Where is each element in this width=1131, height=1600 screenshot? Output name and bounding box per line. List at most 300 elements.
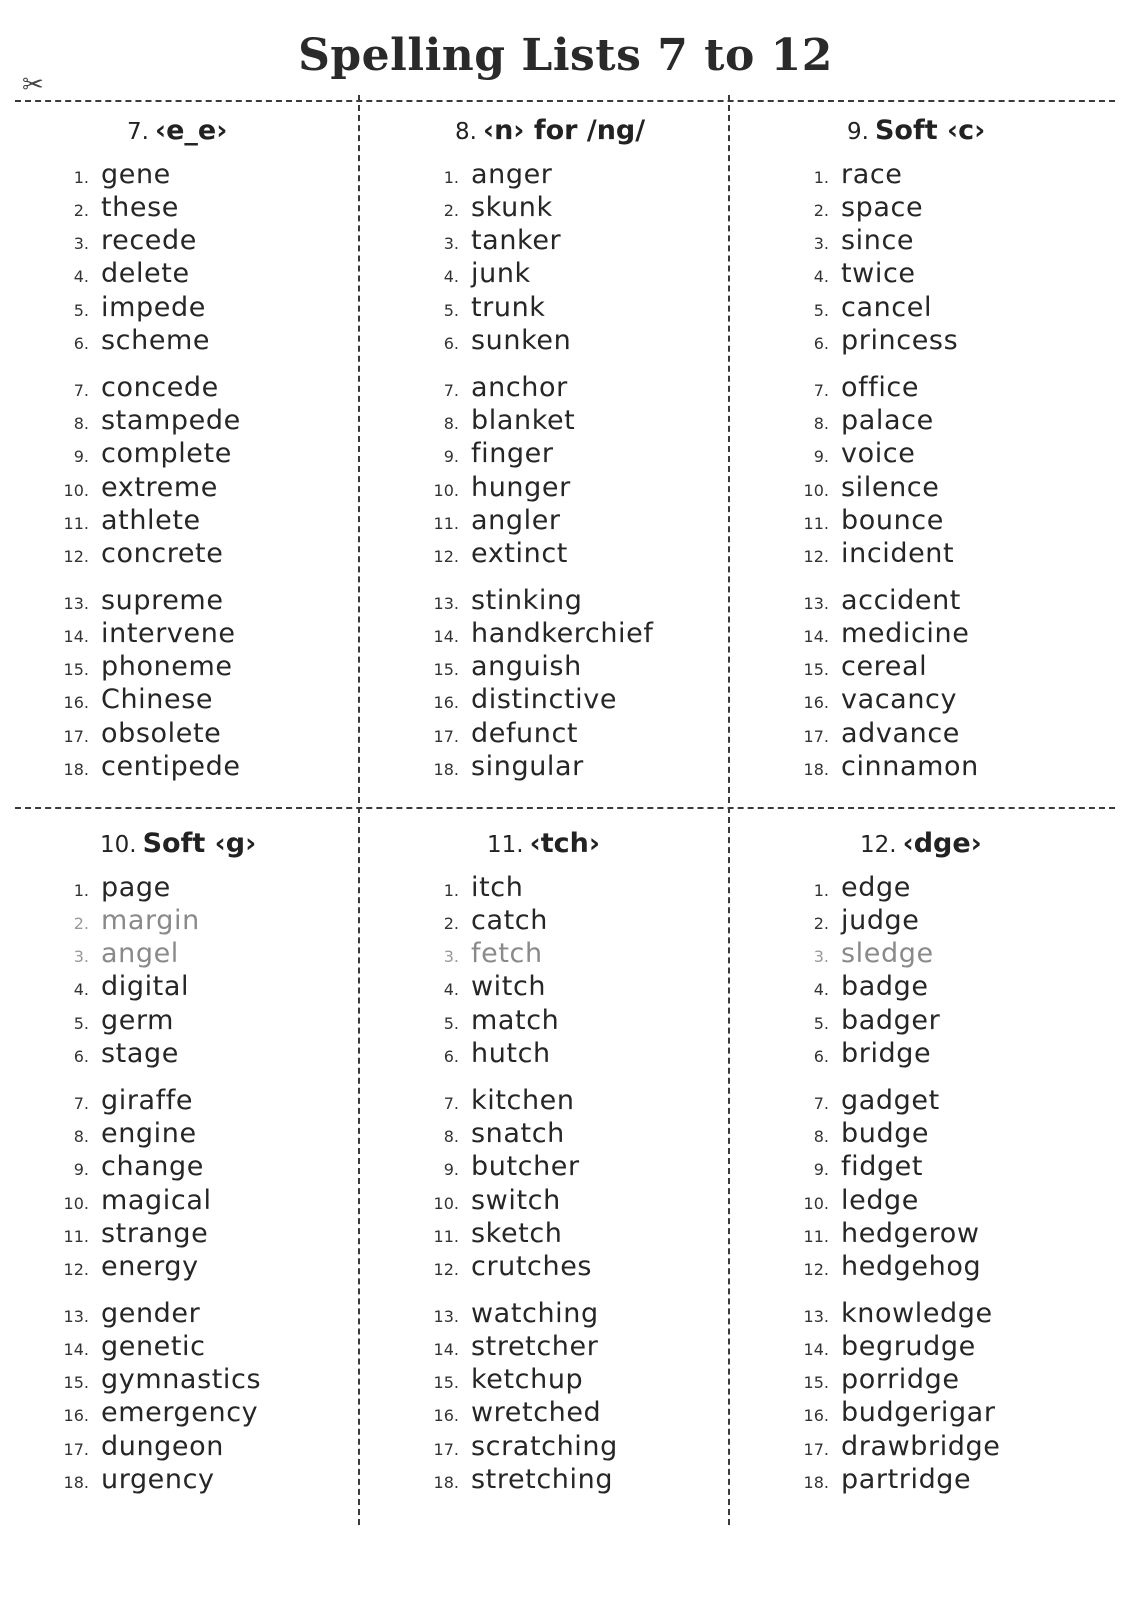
spelling-word: scratching: [471, 1431, 618, 1462]
item-number: 7.: [813, 1094, 829, 1113]
item-number: 2.: [813, 914, 829, 933]
list-item: [425, 1464, 613, 1497]
list-item: [425, 751, 584, 784]
list-item: [425, 1298, 599, 1331]
item-number: 14.: [803, 1340, 829, 1359]
spelling-word: badger: [841, 1005, 941, 1036]
item-number: 11.: [803, 1227, 829, 1246]
item-number: 1.: [73, 881, 89, 900]
list-heading: [860, 828, 982, 859]
item-number: 12.: [63, 1260, 89, 1279]
spelling-word: voice: [841, 438, 916, 469]
list-item: [795, 1298, 993, 1331]
list-name: ‹e_e›: [154, 115, 228, 146]
item-number: 12.: [433, 1260, 459, 1279]
cut-line-right: [728, 95, 730, 1525]
item-number: 10.: [63, 1194, 89, 1213]
list-item: [55, 618, 236, 651]
list-item: [795, 405, 934, 438]
spelling-word: hedgerow: [841, 1218, 980, 1249]
spelling-word: sketch: [471, 1218, 563, 1249]
list-item: [55, 1331, 206, 1364]
list-item: [795, 938, 934, 971]
list-item: [795, 292, 932, 325]
spelling-word: engine: [101, 1118, 197, 1149]
spelling-word: complete: [101, 438, 232, 469]
list-item: [55, 1397, 258, 1430]
list-item: [425, 405, 575, 438]
list-item: [795, 538, 954, 571]
list-item: [795, 1251, 981, 1284]
spelling-word: ketchup: [471, 1364, 584, 1395]
spelling-word: urgency: [101, 1464, 215, 1495]
spelling-word: concrete: [101, 538, 224, 569]
item-number: 10.: [63, 481, 89, 500]
list-item: [425, 1218, 563, 1251]
item-number: 14.: [63, 1340, 89, 1359]
spelling-list-1: [55, 115, 355, 805]
list-name: ‹n› for /ng/: [482, 115, 646, 146]
spelling-word: athlete: [101, 505, 201, 536]
list-item: [795, 1038, 931, 1071]
spelling-word: gymnastics: [101, 1364, 262, 1395]
spelling-word: germ: [101, 1005, 175, 1036]
list-item: [795, 1118, 929, 1151]
item-number: 16.: [433, 693, 459, 712]
spelling-word: anger: [471, 159, 553, 190]
item-number: 11.: [433, 514, 459, 533]
page-title: Spelling Lists 7 to 12: [298, 30, 833, 81]
list-item: [55, 505, 201, 538]
spelling-word: blanket: [471, 405, 576, 436]
spelling-word: match: [471, 1005, 560, 1036]
list-item: [795, 472, 939, 505]
list-item: [795, 585, 961, 618]
spelling-list-3: [795, 115, 1095, 805]
list-item: [55, 325, 210, 358]
item-number: 2.: [813, 201, 829, 220]
item-number: 10.: [803, 1194, 829, 1213]
list-item: [795, 225, 914, 258]
list-item: [425, 1431, 618, 1464]
item-number: 13.: [433, 1307, 459, 1326]
list-item: [795, 1464, 971, 1497]
spelling-word: margin: [101, 905, 200, 936]
list-item: [55, 1464, 215, 1497]
spelling-word: anchor: [471, 372, 568, 403]
list-heading: [847, 115, 985, 146]
item-number: 17.: [433, 727, 459, 746]
item-number: 17.: [803, 1440, 829, 1459]
spelling-word: ledge: [841, 1185, 920, 1216]
list-item: [425, 258, 531, 291]
list-heading: [127, 115, 227, 146]
spelling-word: defunct: [471, 718, 579, 749]
spelling-word: snatch: [471, 1118, 565, 1149]
spelling-word: angel: [101, 938, 179, 969]
spelling-word: edge: [841, 872, 911, 903]
spelling-word: concede: [101, 372, 219, 403]
list-item: [55, 971, 189, 1004]
item-number: 9.: [73, 1160, 89, 1179]
item-number: 6.: [443, 1047, 459, 1066]
spelling-word: itch: [471, 872, 524, 903]
item-number: 7.: [443, 1094, 459, 1113]
item-number: 6.: [443, 334, 459, 353]
item-number: 16.: [63, 693, 89, 712]
list-item: [55, 718, 221, 751]
list-item: [425, 1085, 575, 1118]
list-item: [425, 651, 582, 684]
list-item: [425, 159, 553, 192]
list-item: [795, 1397, 996, 1430]
spelling-word: gene: [101, 159, 171, 190]
list-item: [425, 1038, 551, 1071]
list-item: [795, 905, 920, 938]
spelling-list-6: [795, 828, 1095, 1518]
item-number: 8.: [443, 1127, 459, 1146]
item-number: 6.: [813, 334, 829, 353]
list-item: [795, 1185, 919, 1218]
spelling-word: handkerchief: [471, 618, 654, 649]
spelling-word: watching: [471, 1298, 599, 1329]
list-item: [55, 1151, 204, 1184]
list-heading: [455, 115, 645, 146]
spelling-word: change: [101, 1151, 204, 1182]
spelling-word: sledge: [841, 938, 934, 969]
scissors-icon: ✂: [22, 70, 44, 100]
item-number: 1.: [813, 881, 829, 900]
cut-line-left: [358, 95, 360, 1525]
spelling-word: Chinese: [101, 684, 214, 715]
item-number: 17.: [63, 1440, 89, 1459]
item-number: 2.: [73, 201, 89, 220]
item-number: 2.: [73, 914, 89, 933]
item-number: 16.: [803, 1406, 829, 1425]
item-number: 15.: [433, 1373, 459, 1392]
list-item: [55, 159, 171, 192]
list-item: [795, 505, 944, 538]
list-item: [55, 292, 206, 325]
spelling-word: delete: [101, 258, 190, 289]
list-item: [425, 192, 553, 225]
item-number: 9.: [443, 447, 459, 466]
list-item: [55, 1085, 193, 1118]
item-number: 14.: [63, 627, 89, 646]
spelling-word: silence: [841, 472, 940, 503]
item-number: 18.: [803, 1473, 829, 1492]
list-item: [795, 751, 979, 784]
list-item: [795, 718, 960, 751]
list-item: [425, 225, 561, 258]
spelling-word: extinct: [471, 538, 568, 569]
spelling-word: office: [841, 372, 920, 403]
spelling-word: impede: [101, 292, 206, 323]
spelling-word: crutches: [471, 1251, 593, 1282]
item-number: 1.: [73, 168, 89, 187]
item-number: 11.: [433, 1227, 459, 1246]
item-number: 3.: [443, 947, 459, 966]
list-item: [795, 1151, 923, 1184]
item-number: 12.: [433, 547, 459, 566]
spelling-word: magical: [101, 1185, 212, 1216]
spelling-word: centipede: [101, 751, 241, 782]
spelling-word: sunken: [471, 325, 572, 356]
item-number: 6.: [73, 334, 89, 353]
spelling-word: witch: [471, 971, 547, 1002]
item-number: 16.: [433, 1406, 459, 1425]
list-item: [55, 225, 197, 258]
list-number: 7.: [127, 119, 149, 145]
item-number: 7.: [73, 1094, 89, 1113]
cut-line-top: [15, 100, 1115, 102]
item-number: 10.: [433, 1194, 459, 1213]
list-item: [425, 438, 554, 471]
item-number: 8.: [813, 414, 829, 433]
item-number: 17.: [63, 727, 89, 746]
spelling-word: palace: [841, 405, 934, 436]
list-name: Soft ‹c›: [874, 115, 986, 146]
list-item: [795, 438, 915, 471]
list-heading: [487, 828, 600, 859]
list-item: [425, 472, 571, 505]
list-item: [425, 538, 568, 571]
item-number: 11.: [803, 514, 829, 533]
item-number: 11.: [63, 514, 89, 533]
item-number: 9.: [813, 447, 829, 466]
spelling-word: advance: [841, 718, 960, 749]
spelling-word: junk: [471, 258, 531, 289]
list-item: [425, 1251, 592, 1284]
item-number: 18.: [433, 760, 459, 779]
spelling-word: emergency: [101, 1397, 259, 1428]
list-item: [795, 1085, 940, 1118]
spelling-word: tanker: [471, 225, 562, 256]
list-item: [425, 971, 546, 1004]
item-number: 8.: [813, 1127, 829, 1146]
list-item: [425, 292, 546, 325]
list-item: [55, 1038, 179, 1071]
spelling-word: princess: [841, 325, 959, 356]
spelling-word: energy: [101, 1251, 199, 1282]
spelling-word: begrudge: [841, 1331, 976, 1362]
list-item: [55, 1298, 200, 1331]
spelling-word: fidget: [841, 1151, 924, 1182]
item-number: 5.: [813, 1014, 829, 1033]
list-item: [425, 1151, 580, 1184]
item-number: 10.: [803, 481, 829, 500]
item-number: 8.: [73, 1127, 89, 1146]
list-item: [55, 1185, 212, 1218]
item-number: 14.: [803, 627, 829, 646]
spelling-word: finger: [471, 438, 554, 469]
spelling-word: badge: [841, 971, 929, 1002]
spelling-word: kitchen: [471, 1085, 575, 1116]
list-item: [795, 1331, 976, 1364]
list-item: [55, 651, 233, 684]
list-item: [425, 618, 653, 651]
spelling-word: hutch: [471, 1038, 551, 1069]
item-number: 3.: [813, 947, 829, 966]
list-item: [795, 1005, 940, 1038]
item-number: 7.: [73, 381, 89, 400]
spelling-word: gadget: [841, 1085, 940, 1116]
item-number: 12.: [803, 547, 829, 566]
item-number: 8.: [443, 414, 459, 433]
list-item: [55, 1431, 224, 1464]
item-number: 4.: [443, 267, 459, 286]
spelling-word: judge: [841, 905, 920, 936]
spelling-word: distinctive: [471, 684, 618, 715]
item-number: 18.: [63, 1473, 89, 1492]
spelling-word: obsolete: [101, 718, 222, 749]
item-number: 15.: [803, 660, 829, 679]
list-item: [795, 684, 957, 717]
spelling-word: giraffe: [101, 1085, 194, 1116]
list-item: [425, 1185, 561, 1218]
item-number: 9.: [443, 1160, 459, 1179]
spelling-word: phoneme: [101, 651, 233, 682]
spelling-word: stampede: [101, 405, 241, 436]
item-number: 13.: [63, 594, 89, 613]
item-number: 3.: [813, 234, 829, 253]
item-number: 7.: [443, 381, 459, 400]
spelling-word: stretcher: [471, 1331, 599, 1362]
item-number: 9.: [73, 447, 89, 466]
list-number: 10.: [100, 832, 137, 858]
item-number: 11.: [63, 1227, 89, 1246]
list-item: [425, 905, 548, 938]
spelling-word: dungeon: [101, 1431, 224, 1462]
list-name: ‹dge›: [902, 828, 982, 859]
item-number: 2.: [443, 914, 459, 933]
item-number: 15.: [803, 1373, 829, 1392]
spelling-word: budge: [841, 1118, 930, 1149]
list-item: [425, 505, 561, 538]
spelling-word: genetic: [101, 1331, 206, 1362]
spelling-word: strange: [101, 1218, 209, 1249]
list-item: [795, 159, 903, 192]
spelling-word: these: [101, 192, 179, 223]
list-item: [795, 1431, 1001, 1464]
list-item: [55, 405, 241, 438]
item-number: 15.: [433, 660, 459, 679]
list-item: [425, 585, 582, 618]
spelling-word: catch: [471, 905, 548, 936]
list-item: [55, 1005, 174, 1038]
item-number: 6.: [813, 1047, 829, 1066]
item-number: 16.: [803, 693, 829, 712]
list-item: [795, 1218, 980, 1251]
spelling-word: budgerigar: [841, 1397, 996, 1428]
list-name: ‹tch›: [529, 828, 600, 859]
spelling-word: stinking: [471, 585, 583, 616]
spelling-list-4: [55, 828, 355, 1518]
list-item: [55, 1218, 208, 1251]
list-item: [425, 1118, 565, 1151]
list-number: 9.: [847, 119, 869, 145]
list-item: [55, 751, 241, 784]
list-item: [425, 938, 543, 971]
spelling-word: trunk: [471, 292, 546, 323]
spelling-word: skunk: [471, 192, 553, 223]
item-number: 17.: [433, 1440, 459, 1459]
item-number: 1.: [443, 881, 459, 900]
list-item: [425, 684, 617, 717]
spelling-word: drawbridge: [841, 1431, 1001, 1462]
list-heading: [100, 828, 256, 859]
cut-line-middle: [15, 807, 1115, 809]
item-number: 13.: [803, 1307, 829, 1326]
item-number: 4.: [813, 267, 829, 286]
list-item: [795, 651, 927, 684]
list-item: [55, 1118, 197, 1151]
spelling-word: bounce: [841, 505, 944, 536]
spelling-word: race: [841, 159, 903, 190]
spelling-word: supreme: [101, 585, 224, 616]
item-number: 3.: [73, 947, 89, 966]
list-item: [425, 718, 578, 751]
item-number: 4.: [443, 980, 459, 999]
list-item: [795, 1364, 960, 1397]
spelling-word: partridge: [841, 1464, 972, 1495]
item-number: 3.: [73, 234, 89, 253]
list-item: [795, 872, 911, 905]
spelling-word: butcher: [471, 1151, 580, 1182]
spelling-word: digital: [101, 971, 190, 1002]
list-item: [425, 1364, 583, 1397]
list-number: 11.: [487, 832, 524, 858]
list-item: [55, 438, 232, 471]
spelling-word: hedgehog: [841, 1251, 982, 1282]
item-number: 14.: [433, 627, 459, 646]
list-item: [55, 938, 179, 971]
item-number: 5.: [73, 1014, 89, 1033]
item-number: 5.: [443, 301, 459, 320]
list-item: [55, 585, 224, 618]
list-item: [55, 372, 219, 405]
item-number: 16.: [63, 1406, 89, 1425]
item-number: 4.: [813, 980, 829, 999]
spelling-word: knowledge: [841, 1298, 993, 1329]
list-item: [795, 618, 969, 651]
list-item: [795, 372, 919, 405]
spelling-word: switch: [471, 1185, 561, 1216]
list-item: [795, 192, 923, 225]
spelling-word: since: [841, 225, 915, 256]
spelling-word: singular: [471, 751, 584, 782]
list-item: [55, 1364, 261, 1397]
item-number: 15.: [63, 660, 89, 679]
spelling-list-2: [425, 115, 725, 805]
list-name: Soft ‹g›: [142, 828, 257, 859]
list-item: [795, 971, 929, 1004]
item-number: 3.: [443, 234, 459, 253]
list-item: [55, 258, 190, 291]
list-item: [55, 872, 171, 905]
spelling-word: cancel: [841, 292, 933, 323]
item-number: 14.: [433, 1340, 459, 1359]
spelling-word: recede: [101, 225, 197, 256]
item-number: 1.: [813, 168, 829, 187]
list-number: 8.: [455, 119, 477, 145]
item-number: 5.: [443, 1014, 459, 1033]
list-item: [55, 1251, 199, 1284]
spelling-word: cereal: [841, 651, 928, 682]
spelling-word: medicine: [841, 618, 970, 649]
spelling-word: wretched: [471, 1397, 602, 1428]
item-number: 13.: [803, 594, 829, 613]
